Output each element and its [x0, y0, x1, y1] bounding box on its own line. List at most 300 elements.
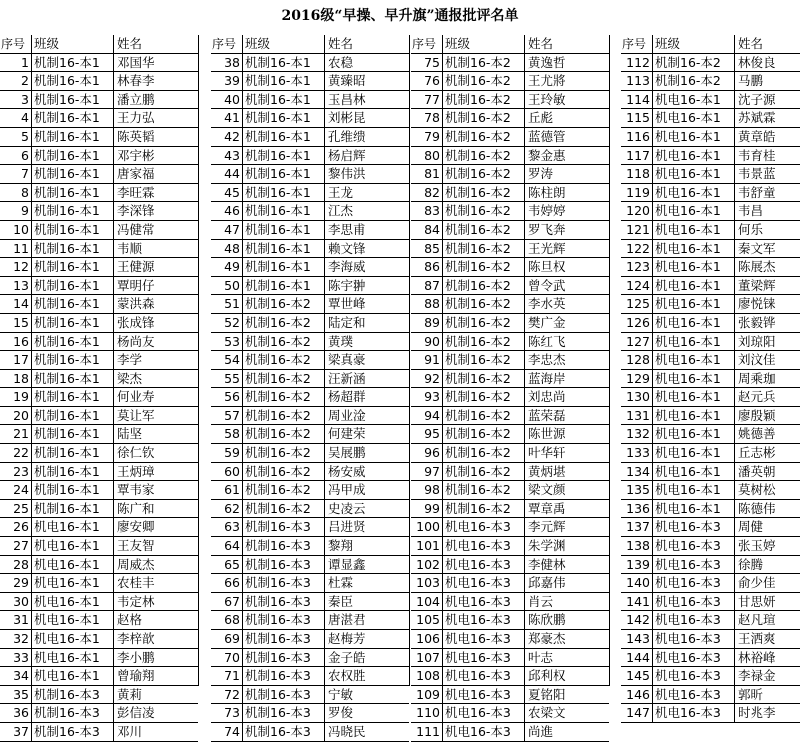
row-number: 42 [211, 128, 243, 146]
row-name: 韦顺 [117, 240, 143, 256]
row-number: 21 [0, 425, 32, 443]
row-number: 28 [0, 556, 32, 574]
row-name: 朱学渊 [528, 538, 566, 554]
row-name: 陆定和 [328, 314, 366, 330]
row-number: 12 [0, 258, 32, 276]
row-class: 机电16-本1 [653, 333, 735, 351]
row-name: 潘立鹏 [117, 91, 155, 107]
table-row [411, 295, 609, 314]
row-class: 机制16-本3 [243, 574, 325, 592]
row-class: 机电16-本1 [653, 407, 735, 425]
row-number: 79 [411, 128, 443, 146]
row-number: 124 [621, 277, 653, 295]
row-class: 机制16-本2 [443, 277, 525, 295]
row-name: 何业寿 [117, 389, 155, 405]
row-class: 机电16-本3 [443, 704, 525, 722]
row-number: 32 [0, 630, 32, 648]
row-class: 机电16-本3 [443, 593, 525, 611]
row-name: 何乐 [738, 221, 764, 237]
row-class: 机制16-本3 [243, 686, 325, 704]
row-name: 冯晓民 [328, 723, 366, 739]
table-row [0, 314, 198, 333]
row-number: 130 [621, 388, 653, 406]
row-name: 江杰 [328, 203, 354, 219]
row-name: 谭显鑫 [328, 556, 366, 572]
row-class: 机制16-本2 [243, 295, 325, 313]
row-number: 96 [411, 444, 443, 462]
header-name: 姓名 [738, 36, 764, 51]
row-number: 68 [211, 611, 243, 629]
row-name: 黄逸哲 [528, 54, 566, 70]
row-number: 54 [211, 351, 243, 369]
row-number: 119 [621, 184, 653, 202]
row-number: 67 [211, 593, 243, 611]
row-number: 137 [621, 518, 653, 536]
row-number: 109 [411, 686, 443, 704]
table-row [211, 574, 409, 593]
row-number: 6 [0, 147, 32, 165]
row-class: 机电16-本3 [653, 667, 735, 685]
row-number: 133 [621, 444, 653, 462]
header-name: 姓名 [328, 36, 354, 51]
row-class: 机制16-本1 [32, 72, 114, 90]
row-number: 61 [211, 481, 243, 499]
row-class: 机制16-本2 [243, 333, 325, 351]
row-name: 郑豪杰 [528, 631, 566, 646]
row-number: 145 [621, 667, 653, 685]
row-number: 134 [621, 463, 653, 481]
row-class: 机电16-本3 [443, 556, 525, 574]
table-row [621, 463, 800, 482]
row-number: 138 [621, 537, 653, 555]
row-name: 覃韦家 [117, 482, 155, 498]
row-number: 99 [411, 500, 443, 518]
row-name: 罗飞奔 [528, 221, 566, 237]
row-name: 杨超群 [328, 389, 366, 405]
row-class: 机制16-本1 [32, 500, 114, 518]
row-class: 机制16-本1 [243, 109, 325, 127]
row-number: 146 [621, 686, 653, 704]
row-number: 1 [0, 54, 32, 72]
row-class: 机制16-本2 [243, 500, 325, 518]
row-name: 叶华轩 [528, 445, 566, 461]
row-class: 机电16-本1 [653, 295, 735, 313]
row-number: 121 [621, 221, 653, 239]
row-class: 机制16-本2 [443, 314, 525, 332]
row-class: 机制16-本3 [243, 704, 325, 722]
row-class: 机电16-本1 [653, 444, 735, 462]
row-name: 王炳璋 [117, 463, 155, 479]
row-class: 机制16-本3 [243, 518, 325, 536]
row-class: 机电16-本1 [32, 574, 114, 592]
table-row [0, 686, 198, 705]
table-row [0, 277, 198, 296]
header-name: 姓名 [117, 36, 143, 51]
row-class: 机电16-本3 [653, 518, 735, 536]
row-number: 120 [621, 202, 653, 220]
row-class: 机制16-本2 [443, 351, 525, 369]
table-row [0, 481, 198, 500]
row-class: 机制16-本1 [243, 258, 325, 276]
row-class: 机电16-本1 [653, 147, 735, 165]
table-row [211, 611, 409, 630]
row-class: 机电16-本3 [443, 723, 525, 741]
table-row [211, 54, 409, 73]
row-number: 85 [411, 240, 443, 258]
row-class: 机制16-本1 [32, 165, 114, 183]
row-number: 74 [211, 723, 243, 741]
row-class: 机制16-本2 [443, 165, 525, 183]
row-class: 机制16-本3 [243, 537, 325, 555]
row-number: 35 [0, 686, 32, 704]
row-number: 72 [211, 686, 243, 704]
row-name: 潘英朝 [738, 463, 776, 479]
row-number: 135 [621, 481, 653, 499]
row-name: 黄章皓 [738, 128, 776, 144]
row-number: 24 [0, 481, 32, 499]
table-row [411, 704, 609, 723]
row-class: 机制16-本1 [32, 370, 114, 388]
table-row [211, 388, 409, 407]
row-name: 刘忠尚 [528, 389, 566, 405]
row-name: 李忠杰 [528, 352, 566, 368]
row-name: 覃世峰 [328, 296, 366, 312]
row-class: 机制16-本2 [443, 128, 525, 146]
row-name: 王玲敏 [528, 91, 566, 107]
row-number: 58 [211, 425, 243, 443]
row-name: 王光辉 [528, 240, 566, 256]
table-row [211, 500, 409, 519]
row-number: 47 [211, 221, 243, 239]
row-number: 87 [411, 277, 443, 295]
row-name: 周威杰 [117, 556, 155, 572]
table-row [411, 537, 609, 556]
row-class: 机电16-本1 [653, 184, 735, 202]
table-row [621, 295, 800, 314]
row-class: 机制16-本2 [243, 351, 325, 369]
header-num: 序号 [0, 35, 32, 53]
row-name: 王洒爽 [738, 631, 776, 646]
table-row [621, 686, 800, 705]
row-number: 57 [211, 407, 243, 425]
row-number: 117 [621, 147, 653, 165]
row-number: 125 [621, 295, 653, 313]
table-row [621, 481, 800, 500]
row-name: 黎金惠 [528, 147, 566, 163]
row-class: 机制16-本1 [243, 184, 325, 202]
row-number: 9 [0, 202, 32, 220]
row-number: 18 [0, 370, 32, 388]
row-class: 机电16-本3 [653, 574, 735, 592]
row-name: 李水英 [528, 296, 566, 312]
row-number: 92 [411, 370, 443, 388]
row-class: 机制16-本1 [243, 165, 325, 183]
row-name: 丘志彬 [738, 445, 776, 461]
row-class: 机制16-本1 [32, 333, 114, 351]
list-column [411, 35, 609, 742]
table-row [0, 649, 198, 668]
row-class: 机电16-本3 [653, 649, 735, 667]
row-name: 杨安威 [328, 463, 366, 479]
table-row [621, 425, 800, 444]
table-row [211, 128, 409, 147]
row-class: 机制16-本1 [243, 277, 325, 295]
row-class: 机制16-本2 [443, 425, 525, 443]
row-name: 陈德伟 [738, 500, 776, 516]
table-row [621, 221, 800, 240]
table-row [411, 72, 609, 91]
row-name: 周乘珈 [738, 370, 776, 386]
row-name: 王健源 [117, 259, 155, 275]
table-row [621, 649, 800, 668]
table-row [0, 537, 198, 556]
row-name: 宁敏 [328, 686, 354, 702]
row-class: 机电16-本3 [653, 556, 735, 574]
row-class: 机制16-本3 [243, 556, 325, 574]
row-name: 覃明仔 [117, 277, 155, 293]
row-number: 143 [621, 630, 653, 648]
column-divider [409, 35, 410, 686]
table-row [411, 649, 609, 668]
header-class: 班级 [653, 35, 735, 53]
row-number: 75 [411, 54, 443, 72]
row-number: 111 [411, 723, 443, 741]
row-name: 李学 [117, 352, 143, 368]
row-class: 机电16-本1 [653, 258, 735, 276]
row-name: 甘思妍 [738, 593, 776, 609]
row-number: 45 [211, 184, 243, 202]
row-number: 113 [621, 72, 653, 90]
row-class: 机制16-本1 [32, 221, 114, 239]
row-name: 苏斌霖 [738, 110, 776, 126]
row-name: 王友智 [117, 538, 155, 554]
table-row [211, 91, 409, 110]
row-number: 123 [621, 258, 653, 276]
header-row [211, 35, 409, 54]
row-class: 机电16-本1 [32, 649, 114, 667]
row-class: 机电16-本3 [653, 593, 735, 611]
row-class: 机制16-本1 [32, 258, 114, 276]
table-row [621, 388, 800, 407]
row-number: 116 [621, 128, 653, 146]
row-class: 机电16-本1 [653, 463, 735, 481]
row-class: 机电16-本1 [653, 277, 735, 295]
row-number: 141 [621, 593, 653, 611]
row-name: 廖殷颖 [738, 407, 776, 423]
row-class: 机电16-本1 [653, 425, 735, 443]
row-number: 136 [621, 500, 653, 518]
table-row [0, 611, 198, 630]
row-number: 73 [211, 704, 243, 722]
row-name: 廖安卿 [117, 519, 155, 535]
row-class: 机电16-本1 [32, 667, 114, 685]
table-row [411, 277, 609, 296]
row-number: 38 [211, 54, 243, 72]
row-class: 机制16-本1 [243, 240, 325, 258]
row-name: 林俊良 [738, 54, 776, 70]
row-class: 机电16-本3 [443, 686, 525, 704]
row-name: 蓝荣磊 [528, 407, 566, 423]
table-row [0, 54, 198, 73]
row-class: 机制16-本2 [443, 500, 525, 518]
row-name: 曾瑜翔 [117, 668, 155, 684]
row-name: 陈广和 [117, 500, 155, 516]
row-name: 黎翔 [328, 538, 354, 554]
header-num: 序号 [621, 35, 653, 53]
row-class: 机制16-本2 [243, 370, 325, 388]
row-class: 机制16-本2 [243, 444, 325, 462]
row-number: 51 [211, 295, 243, 313]
header-row [621, 35, 800, 54]
table-row [411, 370, 609, 389]
row-number: 7 [0, 165, 32, 183]
table-row [411, 240, 609, 259]
row-name: 肖云 [528, 593, 554, 609]
row-class: 机制16-本1 [243, 147, 325, 165]
row-class: 机电16-本3 [443, 611, 525, 629]
table-row [211, 333, 409, 352]
table-row [211, 72, 409, 91]
row-class: 机制16-本2 [443, 221, 525, 239]
table-row [211, 258, 409, 277]
table-row [211, 704, 409, 723]
row-class: 机电16-本1 [653, 202, 735, 220]
row-name: 周业淦 [328, 407, 366, 423]
row-number: 70 [211, 649, 243, 667]
row-number: 4 [0, 109, 32, 127]
row-class: 机制16-本1 [32, 444, 114, 462]
row-name: 王尤將 [528, 73, 566, 89]
row-name: 陈旦权 [528, 259, 566, 275]
row-number: 3 [0, 91, 32, 109]
row-name: 蓝德管 [528, 128, 566, 144]
table-row [0, 518, 198, 537]
table-row [621, 370, 800, 389]
row-name: 玉昌林 [328, 91, 366, 107]
table-row [0, 333, 198, 352]
table-row [0, 704, 198, 723]
row-number: 40 [211, 91, 243, 109]
row-number: 31 [0, 611, 32, 629]
row-name: 邱利权 [528, 668, 566, 684]
row-class: 机电16-本1 [32, 630, 114, 648]
table-row [211, 463, 409, 482]
table-row [211, 556, 409, 575]
row-name: 董梁辉 [738, 277, 776, 293]
table-row [0, 407, 198, 426]
row-name: 陈英韬 [117, 128, 155, 144]
table-row [0, 258, 198, 277]
row-number: 48 [211, 240, 243, 258]
row-class: 机制16-本1 [32, 277, 114, 295]
row-name: 农权胜 [328, 668, 366, 684]
row-name: 赖文锋 [328, 240, 366, 256]
row-name: 农梁文 [528, 705, 566, 721]
row-number: 29 [0, 574, 32, 592]
row-name: 李元辉 [528, 519, 566, 535]
row-name: 张玉婷 [738, 538, 776, 554]
table-row [211, 165, 409, 184]
table-row [621, 611, 800, 630]
row-class: 机制16-本1 [32, 54, 114, 72]
row-name: 黄臻昭 [328, 73, 366, 89]
row-name: 黄炳堪 [528, 463, 566, 479]
row-name: 周健 [738, 519, 764, 535]
row-class: 机制16-本2 [443, 258, 525, 276]
table-row [621, 109, 800, 128]
row-number: 84 [411, 221, 443, 239]
table-row [411, 258, 609, 277]
row-number: 139 [621, 556, 653, 574]
row-class: 机制16-本2 [443, 72, 525, 90]
table-row [411, 723, 609, 742]
page-title: 2016级“早操、早升旗”通报批评名单 [281, 8, 519, 24]
row-class: 机电16-本1 [32, 556, 114, 574]
header-class: 班级 [443, 35, 525, 53]
row-number: 104 [411, 593, 443, 611]
row-name: 沈子源 [738, 91, 776, 107]
table-row [621, 240, 800, 259]
table-row [211, 444, 409, 463]
row-number: 100 [411, 518, 443, 536]
row-name: 曾令武 [528, 277, 566, 293]
header-num: 序号 [411, 35, 443, 53]
row-number: 34 [0, 667, 32, 685]
row-class: 机制16-本2 [243, 407, 325, 425]
row-number: 110 [411, 704, 443, 722]
table-row [0, 109, 198, 128]
row-number: 93 [411, 388, 443, 406]
table-row [621, 333, 800, 352]
row-name: 梁文颜 [528, 482, 566, 498]
row-number: 16 [0, 333, 32, 351]
table-row [411, 425, 609, 444]
row-number: 46 [211, 202, 243, 220]
table-row [211, 686, 409, 705]
table-row [621, 72, 800, 91]
row-class: 机制16-本2 [243, 314, 325, 332]
row-name: 李小鹏 [117, 649, 155, 665]
row-number: 13 [0, 277, 32, 295]
row-class: 机电16-本1 [653, 128, 735, 146]
row-number: 14 [0, 295, 32, 313]
header-num: 序号 [211, 35, 243, 53]
table-row [211, 593, 409, 612]
row-number: 17 [0, 351, 32, 369]
row-name: 李思甫 [328, 221, 366, 237]
table-row [211, 240, 409, 259]
table-row [211, 649, 409, 668]
row-number: 91 [411, 351, 443, 369]
row-number: 22 [0, 444, 32, 462]
row-name: 廖悦铼 [738, 296, 776, 312]
table-row [411, 91, 609, 110]
row-number: 147 [621, 704, 653, 722]
row-class: 机制16-本2 [443, 240, 525, 258]
row-number: 60 [211, 463, 243, 481]
row-number: 95 [411, 425, 443, 443]
row-number: 105 [411, 611, 443, 629]
row-name: 马鹏 [738, 73, 764, 89]
table-row [0, 147, 198, 166]
table-row [411, 351, 609, 370]
row-number: 114 [621, 91, 653, 109]
row-name: 林裕峰 [738, 649, 776, 665]
row-number: 80 [411, 147, 443, 165]
table-row [0, 370, 198, 389]
row-name: 邓川 [117, 723, 143, 739]
row-class: 机电16-本1 [653, 370, 735, 388]
